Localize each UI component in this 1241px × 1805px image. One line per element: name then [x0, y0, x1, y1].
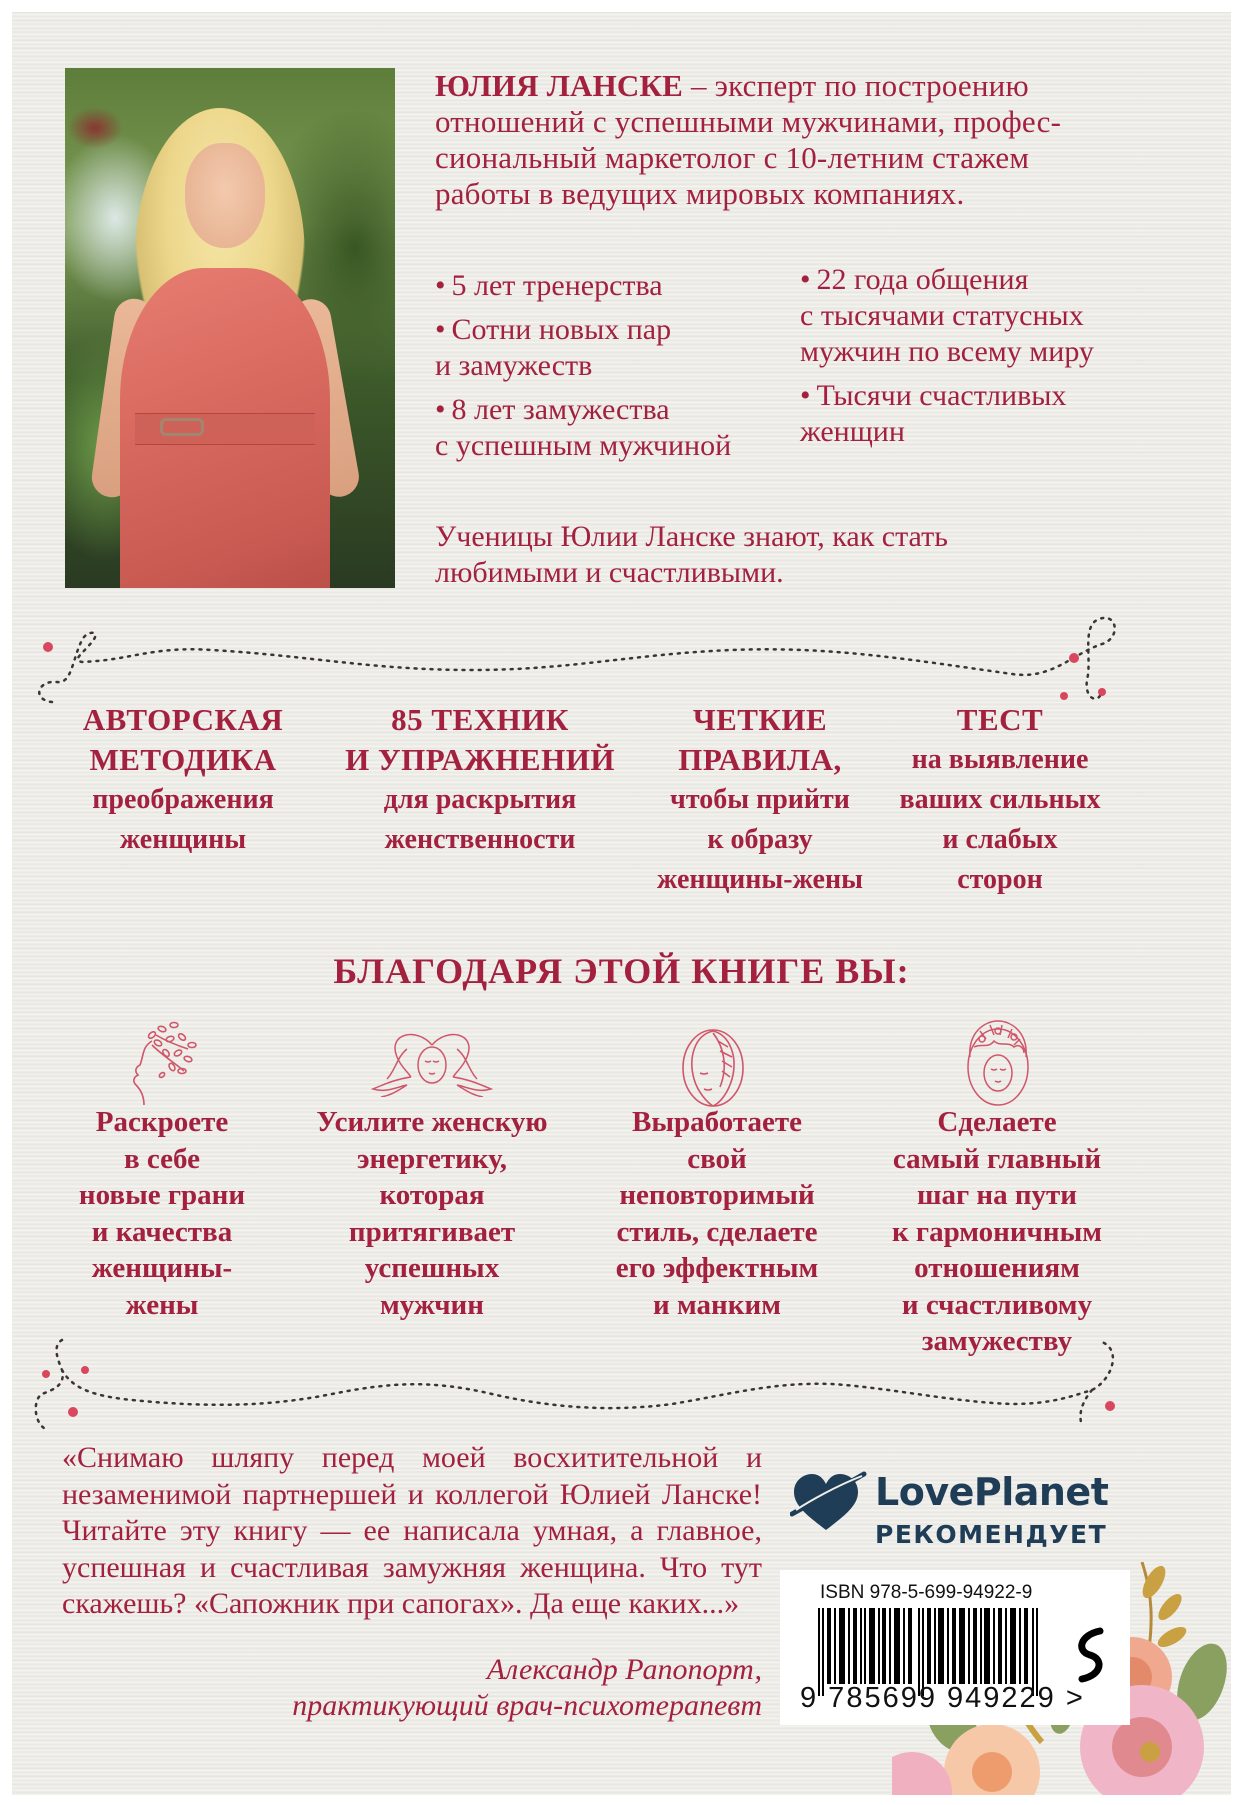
- benefit-item: [52, 1104, 272, 1323]
- woman-flowing-hair-icon: [367, 1027, 497, 1097]
- stat-line: с тысячами статусных: [800, 299, 1084, 332]
- feature-subtitle: преображения: [92, 784, 274, 815]
- dotted-swirl-divider-top: [12, 610, 1231, 710]
- benefit-item: [587, 1104, 847, 1323]
- bio-line: отношений с успешными мужчинами, профес-: [435, 104, 1062, 139]
- benefit-line: притягивает: [348, 1215, 516, 1248]
- stat-line: мужчин по всему миру: [800, 335, 1094, 368]
- benefit-line: и счастливому: [901, 1288, 1093, 1321]
- stat-line: и замужеств: [435, 349, 593, 382]
- benefit-line: энергетику,: [357, 1142, 507, 1175]
- woman-floral-crown-icon: [962, 1017, 1034, 1109]
- benefit-line: Раскроете: [95, 1106, 229, 1138]
- feature-subtitle: ваших сильных: [899, 784, 1101, 815]
- feature-subtitle: для раскрытия: [383, 784, 577, 815]
- author-bio: [435, 68, 1155, 212]
- benefit-line: Усилите женскую: [316, 1106, 548, 1138]
- loveplanet-recommendation: [790, 1462, 1110, 1562]
- feature-title: МЕТОДИКА: [89, 742, 277, 777]
- photo-buckle: [160, 418, 204, 436]
- benefit-line: которая: [379, 1179, 485, 1211]
- ean-digits: 9 785699 949229 >: [800, 1682, 1085, 1714]
- bullet-icon: •: [435, 393, 446, 426]
- benefit-line: женщины-: [91, 1252, 233, 1284]
- feature-clear-rules: [637, 700, 883, 900]
- features-row: [12, 700, 1231, 920]
- testimonial-quote: «Снимаю шляпу перед моей восхитительной и незаменимой партнершей и коллегой Юлией Ланске! Читайте эту книгу — ее написала умная, а главное, успешная и счастливая замужняя женщина. Что тут скажешь? «Сапожник при сапогах». Да еще каких...»: [62, 1441, 762, 1620]
- feature-subtitle: женщины: [119, 824, 247, 855]
- feature-title: ПРАВИЛА,: [678, 742, 842, 777]
- benefit-line: его эффектным: [615, 1252, 819, 1284]
- benefit-line: стиль, сделаете: [616, 1215, 818, 1248]
- isbn-text: ISBN 978-5-699-94922-9: [820, 1582, 1033, 1603]
- benefit-line: и качества: [91, 1215, 233, 1248]
- feature-title: АВТОРСКАЯ: [82, 702, 284, 737]
- bio-line: работы в ведущих мировых компаниях.: [435, 176, 965, 211]
- bullet-icon: •: [800, 263, 811, 296]
- isbn-barcode-block: [780, 1570, 1130, 1725]
- stat-line: Тысячи счастливых: [816, 379, 1067, 412]
- benefit-line: отношениям: [914, 1252, 1080, 1284]
- dotted-swirl-divider-bottom: [12, 1330, 1231, 1440]
- stat-item: [800, 262, 1200, 370]
- feature-subtitle: сторон: [957, 864, 1043, 895]
- benefit-line: успешных: [364, 1252, 500, 1284]
- feature-test: [884, 700, 1116, 900]
- stat-line: с успешным мужчиной: [435, 429, 732, 462]
- stat-item: [435, 312, 795, 384]
- feature-subtitle: на выявление: [911, 744, 1089, 775]
- loveplanet-brand: LovePlanet: [875, 1470, 1109, 1514]
- stat-item: [800, 378, 1200, 450]
- feature-subtitle: чтобы прийти: [670, 784, 850, 815]
- stats-left-column: [435, 268, 795, 472]
- author-photo: [65, 68, 395, 588]
- feature-subtitle: к образу: [707, 824, 813, 855]
- stat-line: 8 лет замужества: [451, 393, 670, 426]
- photo-face: [185, 143, 265, 248]
- benefit-line: неповторимый: [619, 1179, 815, 1211]
- benefit-line: шаг на пути: [916, 1179, 1078, 1211]
- feature-85-techniques: [320, 700, 640, 860]
- feature-title: И УПРАЖНЕНИЙ: [345, 742, 615, 777]
- stat-item: [435, 392, 795, 464]
- stat-line: 5 лет тренерства: [451, 269, 663, 302]
- feature-title: ТЕСТ: [956, 702, 1044, 737]
- bullet-icon: •: [800, 379, 811, 412]
- stat-line: 22 года общения: [816, 263, 1029, 296]
- benefit-line: в себе: [124, 1142, 200, 1175]
- bio-line: сиональный маркетолог с 10-летним стажем: [435, 140, 1030, 175]
- loveplanet-heart-planet-icon: [790, 1468, 868, 1538]
- benefit-item: [287, 1104, 577, 1323]
- quote-author-name: Александр Рапопорт,: [486, 1653, 762, 1686]
- testimonial-author: [62, 1652, 762, 1724]
- feature-title: ЧЕТКИЕ: [692, 702, 828, 737]
- stats-right-column: [800, 262, 1200, 458]
- feature-subtitle: женщины-жены: [657, 864, 863, 895]
- benefit-line: мужчин: [380, 1288, 484, 1321]
- loveplanet-recommends-label: РЕКОМЕНДУЕТ: [875, 1520, 1108, 1549]
- benefit-line: Сделаете: [937, 1106, 1057, 1138]
- bio-line: – эксперт по построению: [683, 68, 1029, 103]
- woman-circle-portrait-icon: [680, 1027, 746, 1109]
- benefits-heading: БЛАГОДАРЯ ЭТОЙ КНИГЕ ВЫ:: [333, 951, 910, 991]
- benefit-line: к гармоничным: [891, 1215, 1103, 1248]
- woman-profile-leaves-icon: [122, 1015, 212, 1107]
- students-line: любимыми и счастливыми.: [435, 556, 784, 589]
- benefit-line: Выработаете: [632, 1106, 802, 1138]
- feature-author-method: [60, 700, 306, 860]
- students-statement: [435, 519, 1135, 591]
- quote-author-title: практикующий врач-психотерапевт: [292, 1689, 762, 1722]
- author-name: ЮЛИЯ ЛАНСКЕ: [435, 68, 684, 103]
- benefit-item: [867, 1104, 1127, 1360]
- feature-subtitle: женственности: [384, 824, 576, 855]
- benefit-line: свой: [687, 1142, 747, 1175]
- stat-line: Сотни новых пар: [451, 313, 672, 346]
- benefit-line: жены: [125, 1288, 199, 1321]
- feature-subtitle: и слабых: [942, 824, 1058, 855]
- publisher-eksmo-logo-icon: [1070, 1625, 1112, 1685]
- bullet-icon: •: [435, 313, 446, 346]
- feature-title: 85 ТЕХНИК: [391, 702, 569, 737]
- stat-item: [435, 268, 795, 304]
- benefit-line: и манким: [653, 1288, 781, 1321]
- students-line: Ученицы Юлии Ланске знают, как стать: [435, 520, 948, 553]
- stat-line: женщин: [800, 415, 905, 448]
- benefit-line: замужеству: [921, 1325, 1073, 1357]
- benefit-line: новые грани: [78, 1179, 246, 1211]
- book-back-cover: [12, 12, 1231, 1795]
- bullet-icon: •: [435, 269, 446, 302]
- benefit-line: самый главный: [892, 1142, 1102, 1175]
